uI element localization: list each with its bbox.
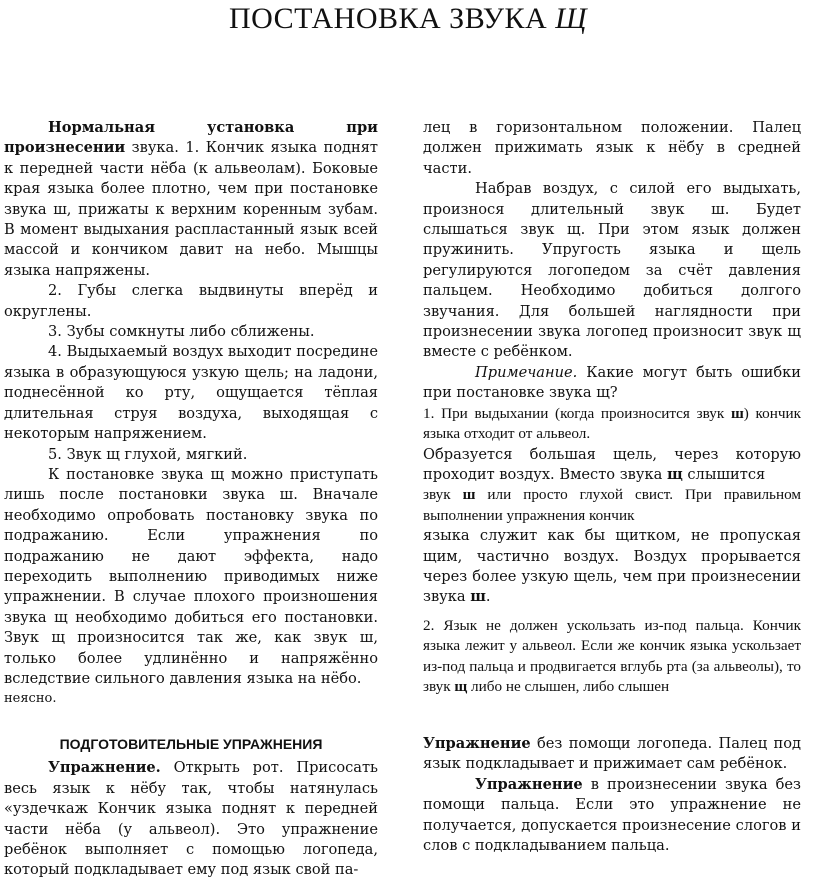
error-text: либо не слышен, либо слышен — [467, 677, 670, 695]
exercise-label: Упражнение. — [48, 759, 161, 777]
title-main: ПОСТАНОВКА ЗВУКА — [228, 2, 548, 35]
section-heading: ПОДГОТОВИТЕЛЬНЫЕ УПРАЖНЕНИЯ — [59, 736, 323, 752]
exercise-self — [423, 734, 801, 775]
paragraph-procedure: К постановке звука щ можно приступать лишь после постановки звука ш. Вначале необходимо опробовать постановку звука по подражанию. Если упражнения по подражанию не дают эффекта, надо переходить выполнению приводимых ниже упражнении. В случае плохого произношения звука щ необходимо добиться его постановки. Звук щ произносится так же, как звук ш, только более удлинённо и напряжённо вследствие сильного давления языка на нёбо. — [4, 465, 378, 687]
paragraph-text: звука. 1. Кончик языка поднят к передней части нёба (к альвеолам). Боковые края языка более плотно, чем при постановке звука ш, прижаты к верхним коренным зубам. В момент выдыхания распластанный язык всей массой и кончиком давит на небо. Мышцы языка напряжены. — [4, 139, 378, 279]
exercise-section — [423, 734, 801, 856]
sound-letter: щ — [454, 677, 468, 695]
exercise-label: Упражнение — [475, 775, 583, 793]
error-one-cont — [423, 445, 801, 486]
preparatory-section — [4, 734, 378, 881]
paragraph-voiceless: 5. Звук щ глухой, мягкий. — [48, 445, 248, 463]
error-text: ) кончик языка отходит от альвеол. — [423, 404, 802, 443]
page-title — [0, 2, 816, 36]
error-one-cont3 — [423, 526, 801, 608]
error-text: Образуется большая щель, через которую проходит воздух. Вместо звука — [423, 445, 801, 483]
error-text: 2. Язык не должен ускользать из-под пальца. Кончик языка лежит у альвеол. Если же кончик языка ускользает из-под пальца и продвигается вглубь рта (за альвеолы), то звук — [423, 616, 801, 695]
exercise-one — [4, 758, 378, 880]
right-column — [423, 118, 801, 697]
sound-letter: ш — [462, 486, 476, 504]
exercise-no-finger — [423, 775, 801, 857]
exercise-text: в произнесении звука без помощи пальца. Если это упражнение не получается, допускается произнесение слогов и слов с подкладыванием пальца. — [423, 775, 801, 855]
paragraph-note — [423, 363, 801, 404]
error-text: или просто глухой свист. При правильном выполнении упражнения кончик — [423, 486, 801, 524]
paragraph-normal-setup — [4, 118, 378, 281]
note-label: Примечание. — [475, 363, 578, 381]
sound-letter: щ — [666, 465, 683, 483]
bold-lead: Нормальная установка при произнесении — [4, 119, 378, 157]
exercise-text: без помощи логопеда. Палец под язык подкладывает и прижимает сам ребёнок. — [423, 735, 801, 773]
paragraph-airflow: 4. Выдыхаемый воздух выходит посредине языка в образующуюся узкую щель; на ладони, поднесённой ко рту, ощущается тёплая длительная струя воздуха, выходящая с некоторым напряжением. — [4, 343, 378, 443]
error-two — [423, 616, 801, 698]
paragraph-finger: лец в горизонтальном положении. Палец должен прижимать язык к нёбу в средней части. — [423, 119, 801, 177]
sound-letter: ш — [470, 588, 486, 606]
error-text: языка служит как бы щитком, не пропуская щим, частично воздух. Воздух прорывается через более узкую щель, чем при произнесении звука — [423, 527, 801, 606]
paragraph-teeth: 3. Зубы сомкнуты либо сближены. — [48, 323, 315, 341]
error-text: . — [485, 588, 491, 606]
error-text: звук — [423, 486, 463, 504]
title-letter: Щ — [555, 2, 588, 35]
paragraph-unclear: неясно. — [4, 691, 57, 707]
error-one-cont2 — [423, 485, 801, 526]
exercise-text: Открыть рот. Присосать весь язык к нёбу так, чтобы натянулась «уздечкаж Кончик языка поднят к передней части нёба (у альвеол). Это упражнение ребёнок выполняет с помощью логопеда, который подкладывает ему под язык свой па- — [4, 759, 378, 879]
note-text: Какие могут быть ошибки при постановке звука щ? — [423, 363, 801, 402]
error-text: слышится — [682, 465, 766, 483]
error-one — [423, 404, 801, 445]
error-text: 1. При выдыхании (когда произносится звук — [423, 404, 731, 422]
left-column — [4, 118, 378, 710]
sound-letter: ш — [730, 404, 744, 422]
exercise-label: Упражнение — [423, 735, 531, 752]
paragraph-breath: Набрав воздух, с силой его выдыхать, произнося длительный звук ш. Будет слышаться звук щ. При этом язык должен пружинить. Упругость языка и щель регулируются логопедом за счёт давления пальцем. Необходимо добиться долгого звучания. Для большей наглядности при произнесении звука логопед произносит звук щ вместе с ребёнком. — [423, 180, 801, 361]
paragraph-lips: 2. Губы слегка выдвинуты вперёд и округлены. — [4, 282, 378, 320]
